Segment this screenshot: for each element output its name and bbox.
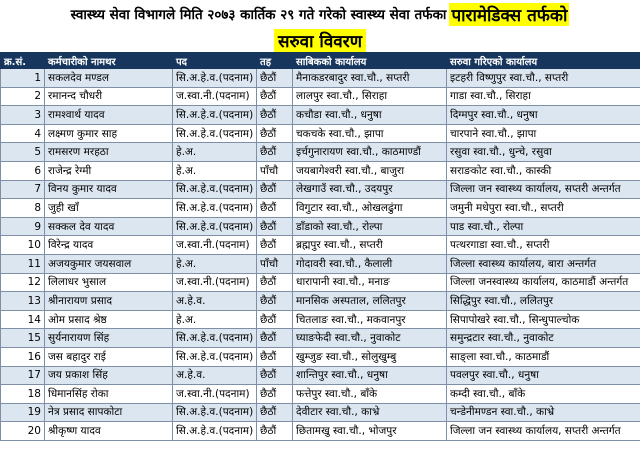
cell-sn: 6 [1,161,45,180]
cell-sn: 2 [1,87,45,106]
cell-name: श्रीकृष्ण यादव [45,422,173,441]
table-header-row [1,53,640,69]
cell-level: पाँचौ [257,254,293,273]
cell-new-office: इटहरी विष्णुपुर स्वा.चौ., सप्तरी [447,69,640,88]
cell-new-office: जिल्ला स्वास्थ्य कार्यालय, बारा अन्तर्गत [447,254,640,273]
cell-prev-office: खुम्जुङ स्वा.चौ., सोलुखुम्बु [293,347,447,366]
table-row [1,254,640,273]
cell-sn: 12 [1,273,45,292]
cell-post: हे.अ. [173,143,257,162]
cell-post: सि.अ.हे.व.(पदनाम) [173,199,257,218]
col-header-sn: क्र.सं. [1,53,45,69]
cell-prev-office: ब्रह्मपुर स्वा.चौ., सप्तरी [293,236,447,255]
cell-prev-office: विगुटार स्वा.चौ., ओखलढुंगा [293,199,447,218]
cell-new-office: जिल्ला जनस्वास्थ्य कार्यालय, काठमाडौं अन्तर्गत [447,273,640,292]
table-row [1,161,640,180]
cell-level: छैठौं [257,366,293,385]
cell-level: छैठौं [257,329,293,348]
cell-sn: 7 [1,180,45,199]
cell-level: छैठौं [257,403,293,422]
cell-prev-office: डाँडाको स्वा.चौ., रोल्पा [293,217,447,236]
cell-prev-office: शान्तिपुर स्वा.चौ., धनुषा [293,366,447,385]
cell-sn: 1 [1,69,45,88]
cell-name: अजयकुमार जयसवाल [45,254,173,273]
cell-prev-office: चितलाङ स्वा.चौ., मकवानपुर [293,310,447,329]
cell-level: छैठौं [257,143,293,162]
cell-name: जय प्रकाश सिंह [45,366,173,385]
cell-name: जस बहादुर राई [45,347,173,366]
cell-prev-office: गोदावरी स्वा.चौ., कैलाली [293,254,447,273]
table-row [1,180,640,199]
cell-prev-office: इर्चगुनारायण स्वा.चौ., काठमाण्डौं [293,143,447,162]
table-body [1,69,640,441]
cell-name: लक्ष्मण कुमार साह [45,124,173,143]
cell-level: छैठौं [257,273,293,292]
cell-sn: 9 [1,217,45,236]
cell-new-office: जमुनी मधेपुरा स्वा.चौ., सप्तरी [447,199,640,218]
cell-new-office: पवलपुर स्वा.चौ., धनुषा [447,366,640,385]
table-row [1,124,640,143]
table-row [1,347,640,366]
cell-sn: 20 [1,422,45,441]
cell-prev-office: मानसिक अस्पताल, ललितपुर [293,292,447,311]
cell-name: सकलदेव मण्डल [45,69,173,88]
cell-post: अ.हे.व. [173,292,257,311]
title-text: स्वास्थ्य सेवा विभागले मिति २०७३ कार्तिक २९ गते गरेको स्वास्थ्य सेवा तर्फका [70,7,447,23]
cell-sn: 14 [1,310,45,329]
cell-level: छैठौं [257,199,293,218]
cell-name: लिलाधर भुसाल [45,273,173,292]
cell-sn: 13 [1,292,45,311]
title-line-1 [0,0,640,28]
table-row [1,292,640,311]
cell-post: ज.स्वा.नी.(पदनाम) [173,273,257,292]
cell-prev-office: फत्तेपुर स्वा.चौ., बाँके [293,385,447,404]
cell-new-office: जिल्ला जन स्वास्थ्य कार्यालय, सप्तरी अन्तर्गत [447,180,640,199]
cell-new-office: चारपाने स्वा.चौ., झापा [447,124,640,143]
cell-new-office: समुन्द्रटार स्वा.चौ., नुवाकोट [447,329,640,348]
cell-post: अ.हे.व. [173,366,257,385]
cell-name: रामश्वार्थ यादव [45,106,173,125]
cell-sn: 3 [1,106,45,125]
cell-sn: 11 [1,254,45,273]
cell-post: सि.अ.हे.व.(पदनाम) [173,422,257,441]
title-line-2 [0,28,640,52]
cell-name: विरेन्द्र यादव [45,236,173,255]
cell-prev-office: देवीटार स्वा.चौ., काभ्रे [293,403,447,422]
col-header-post: पद [173,53,257,69]
cell-new-office: जिल्ला जन स्वास्थ्य कार्यालय, सप्तरी अन्तर्गत [447,422,640,441]
cell-level: छैठौं [257,69,293,88]
cell-sn: 17 [1,366,45,385]
cell-name: नेत्र प्रसाद सापकोटा [45,403,173,422]
table-row [1,273,640,292]
col-header-prev-office: साबिकको कार्यालय [293,53,447,69]
cell-post: हे.अ. [173,161,257,180]
cell-sn: 19 [1,403,45,422]
cell-name: सुर्यनारायण सिंह [45,329,173,348]
cell-level: छैठौं [257,124,293,143]
cell-sn: 10 [1,236,45,255]
table-row [1,366,640,385]
cell-prev-office: धारापानी स्वा.चौ., मनाङ [293,273,447,292]
cell-level: छैठौं [257,87,293,106]
cell-level: छैठौं [257,180,293,199]
cell-name: रामसरण मरहठा [45,143,173,162]
cell-new-office: सराङकोट स्वा.चौ., कास्की [447,161,640,180]
cell-name: रमानन्द चौधरी [45,87,173,106]
cell-level: पाँचौ [257,161,293,180]
title-highlight: पारामेडिक्स तर्फको [449,3,569,26]
cell-sn: 18 [1,385,45,404]
cell-post: सि.अ.हे.व.(पदनाम) [173,329,257,348]
cell-name: धिमानसिंह रोका [45,385,173,404]
cell-post: सि.अ.हे.व.(पदनाम) [173,106,257,125]
table-row [1,329,640,348]
cell-post: हे.अ. [173,310,257,329]
cell-post: सि.अ.हे.व.(पदनाम) [173,217,257,236]
cell-level: छैठौं [257,347,293,366]
cell-new-office: कम्दी स्वा.चौ., बाँके [447,385,640,404]
cell-post: सि.अ.हे.व.(पदनाम) [173,69,257,88]
table-row [1,69,640,88]
cell-new-office: दिग्मपुर स्वा.चौ., धनुषा [447,106,640,125]
cell-sn: 8 [1,199,45,218]
cell-new-office: गाडा स्वा.चौ., सिराहा [447,87,640,106]
cell-prev-office: चकचके स्वा.चौ., झापा [293,124,447,143]
col-header-level: तह [257,53,293,69]
cell-sn: 15 [1,329,45,348]
cell-level: छैठौं [257,236,293,255]
cell-new-office: सिद्धिपुर स्वा.चौ., ललितपुर [447,292,640,311]
cell-level: छैठौं [257,292,293,311]
cell-sn: 4 [1,124,45,143]
cell-post: ज.स्वा.नी.(पदनाम) [173,87,257,106]
cell-name: विनय कुमार यादव [45,180,173,199]
cell-post: ज.स्वा.नी.(पदनाम) [173,236,257,255]
cell-name: सक्कल देव यादव [45,217,173,236]
cell-new-office: साङ्ला स्वा.चौ., काठमाडौं [447,347,640,366]
table-row [1,199,640,218]
cell-new-office: रसुवा स्वा.चौ., धुन्चे, रसुवा [447,143,640,162]
cell-post: सि.अ.हे.व.(पदनाम) [173,180,257,199]
table-row [1,217,640,236]
cell-prev-office: लालपुर स्वा.चौ., सिराहा [293,87,447,106]
transfer-table [0,52,640,441]
cell-level: छैठौं [257,385,293,404]
cell-sn: 5 [1,143,45,162]
cell-prev-office: मैनाकडरबादुर स्वा.चौ., सप्तरी [293,69,447,88]
cell-post: सि.अ.हे.व.(पदनाम) [173,124,257,143]
cell-name: श्रीनारायण प्रसाद [45,292,173,311]
cell-post: ज.स्वा.नी.(पदनाम) [173,385,257,404]
cell-name: जुही खाँ [45,199,173,218]
table-row [1,385,640,404]
table-row [1,87,640,106]
cell-prev-office: छितामखु स्वा.चौ., भोजपुर [293,422,447,441]
cell-level: छैठौं [257,422,293,441]
subtitle-highlight: सरुवा विवरण [274,29,366,52]
table-row [1,403,640,422]
cell-post: सि.अ.हे.व.(पदनाम) [173,403,257,422]
table-row [1,143,640,162]
table-row [1,310,640,329]
cell-post: हे.अ. [173,254,257,273]
cell-prev-office: जयबागेश्वरी स्वा.चौ., बाजुरा [293,161,447,180]
table-row [1,106,640,125]
cell-level: छैठौं [257,217,293,236]
cell-new-office: चन्डेनीमण्डन स्वा.चौ., काभ्रे [447,403,640,422]
cell-new-office: सिपापोखरे स्वा.चौ., सिन्धुपाल्चोक [447,310,640,329]
col-header-name: कर्मचारीको नामथर [45,53,173,69]
cell-new-office: पत्थरगाडा स्वा.चौ., सप्तरी [447,236,640,255]
cell-name: राजेन्द्र रेग्मी [45,161,173,180]
cell-new-office: पाड स्वा.चौ., रोल्पा [447,217,640,236]
cell-name: ओम प्रसाद श्रेष्ठ [45,310,173,329]
cell-sn: 16 [1,347,45,366]
cell-level: छैठौं [257,106,293,125]
table-row [1,236,640,255]
cell-prev-office: लेखगाउँ स्वा.चौ., उदयपुर [293,180,447,199]
cell-prev-office: कचौडा स्वा.चौ., धनुषा [293,106,447,125]
cell-post: सि.अ.हे.व.(पदनाम) [173,347,257,366]
col-header-new-office: सरुवा गरिएको कार्यालय [447,53,640,69]
cell-prev-office: घ्याङफेदी स्वा.चौ., नुवाकोट [293,329,447,348]
table-row [1,422,640,441]
cell-level: छैठौं [257,310,293,329]
